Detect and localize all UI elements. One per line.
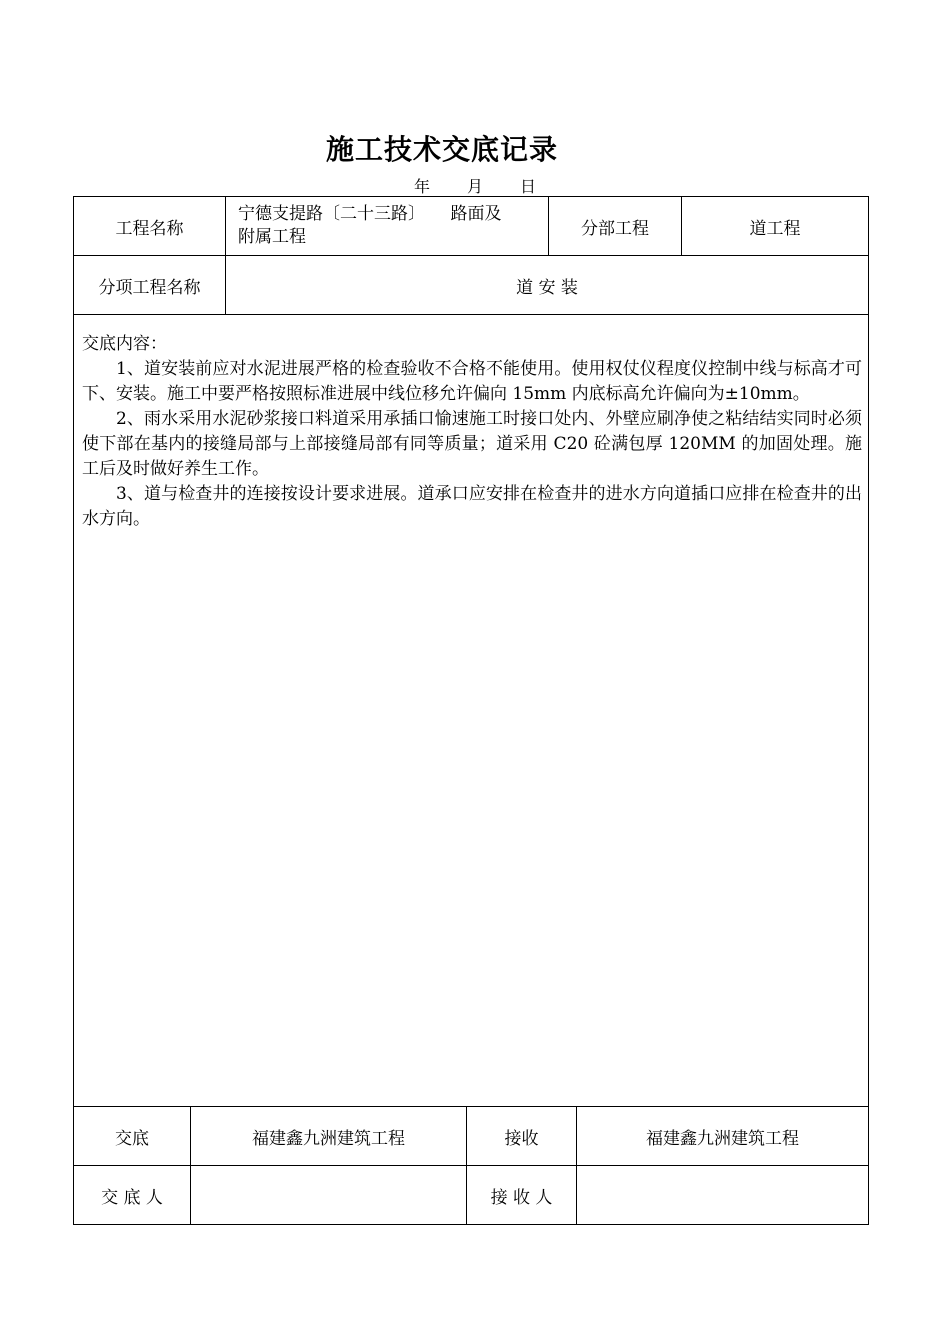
table-rule (73, 314, 869, 315)
subitem-value: 道 安 装 (516, 277, 578, 298)
day-label: 日 (520, 177, 537, 196)
handover-label: 交底 (115, 1128, 149, 1149)
year-label: 年 (414, 177, 431, 196)
division-label: 分部工程 (581, 218, 649, 239)
month-label: 月 (467, 177, 484, 196)
project-name-label: 工程名称 (115, 218, 184, 239)
content-paragraph: 2、雨水采用水泥砂浆接口料道采用承插口愉速施工时接口处内、外壁应刷净使之粘结结实同时必须使下部在基内的接缝局部与上部接缝局部有同等质量；道采用 C20 砼满包厚 120MM 的加固处理。施工后及时做好养生工作。 (82, 409, 862, 479)
content-heading: 交底内容： (82, 334, 167, 354)
content-paragraph: 3、道与检查井的连接按设计要求进展。道承口应安排在检查井的进水方向道插口应排在检查井的出水方向。 (82, 484, 862, 529)
document-title: 施工技术交底记录 (325, 133, 558, 166)
content-paragraph: 1、道安装前应对水泥进展严格的检查验收不合格不能使用。使用权仗仪程度仪控制中线与标高才可下、安装。施工中要严格按照标准进展中线位移允许偏向 15mm 内底标高允许偏向为±10mm。 (82, 359, 862, 404)
project-name-line: 宁德支提路〔二十三路〕 路面及 (238, 204, 502, 224)
handover-content (82, 332, 862, 532)
handover-person-label: 交 底 人 (101, 1187, 163, 1208)
handover-person-value[interactable] (191, 1166, 466, 1224)
receive-person-value[interactable] (577, 1166, 868, 1224)
receive-label: 接收 (504, 1128, 539, 1149)
division-value: 道工程 (749, 218, 801, 239)
subitem-label: 分项工程名称 (98, 277, 201, 298)
project-name-line: 附属工程 (238, 227, 306, 247)
handover-unit: 福建鑫九洲建筑工程 (252, 1128, 405, 1149)
receive-unit: 福建鑫九洲建筑工程 (646, 1128, 799, 1149)
receive-person-label: 接 收 人 (490, 1187, 553, 1208)
project-name-value (226, 197, 548, 255)
